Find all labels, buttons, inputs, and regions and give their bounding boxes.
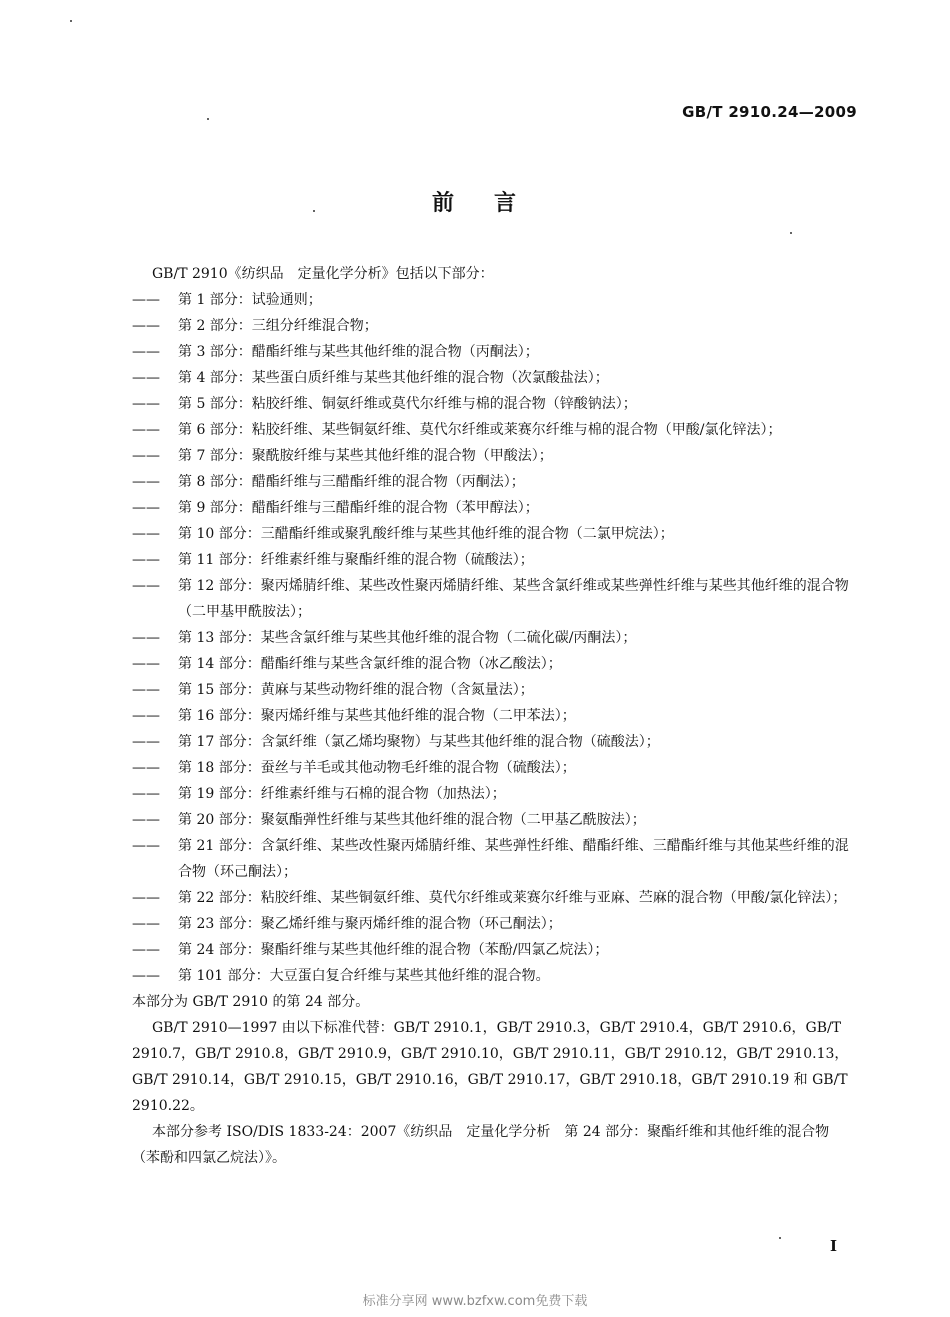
- scan-speck: [790, 232, 792, 234]
- replacement-paragraph: GB/T 2910—1997 由以下标准代替：GB/T 2910.1，GB/T 2910.3，GB/T 2910.4，GB/T 2910.6，GB/T 2910.7，GB/T 2910.8，GB/T 2910.9，GB/T 2910.10，GB/T 2910.11，GB/T 2910.12，GB/T 2910.13，GB/T 2910.14，GB/T 2910.15，GB/T 2910.16，GB/T 2910.17，GB/T 2910.18，GB/T 2910.19 和 GB/T 2910.22。: [132, 1020, 849, 1114]
- part-item: [132, 885, 852, 911]
- part-item: [132, 521, 852, 547]
- page-title: [0, 186, 950, 217]
- part-item: [132, 651, 852, 677]
- list-dash: ——: [132, 448, 160, 464]
- part-item: [132, 729, 852, 755]
- part-text: 第 18 部分：蚕丝与羊毛或其他动物毛纤维的混合物（硫酸法）；: [178, 760, 576, 776]
- list-dash: ——: [132, 474, 160, 490]
- part-text: 第 20 部分：聚氨酯弹性纤维与某些其他纤维的混合物（二甲基乙酰胺法）；: [178, 812, 646, 828]
- part-text: 第 23 部分：聚乙烯纤维与聚丙烯纤维的混合物（环己酮法）；: [178, 916, 562, 932]
- list-dash: ——: [132, 500, 160, 516]
- part-text: 第 10 部分：三醋酯纤维或聚乳酸纤维与某些其他纤维的混合物（二氯甲烷法）；: [178, 526, 674, 542]
- list-dash: ——: [132, 552, 160, 568]
- part-text: 第 21 部分：含氯纤维、某些改性聚丙烯腈纤维、某些弹性纤维、醋酯纤维、三醋酯纤维与其他某些纤维的混合物（环己酮法）；: [178, 838, 849, 880]
- part-text: 第 101 部分：大豆蛋白复合纤维与某些其他纤维的混合物。: [178, 968, 550, 984]
- title-char-1: 前: [431, 191, 456, 216]
- list-dash: ——: [132, 812, 160, 828]
- part-item: [132, 313, 852, 339]
- list-dash: ——: [132, 344, 160, 360]
- part-item: [132, 781, 852, 807]
- part-item: [132, 677, 852, 703]
- list-dash: ——: [132, 838, 160, 854]
- part-text: 第 4 部分：某些蛋白质纤维与某些其他纤维的混合物（次氯酸盐法）；: [178, 370, 609, 386]
- scan-speck: [207, 118, 209, 120]
- part-text: 第 22 部分：粘胶纤维、某些铜氨纤维、莫代尔纤维或莱赛尔纤维与亚麻、苎麻的混合物（甲酸/氯化锌法）；: [178, 890, 847, 906]
- part-text: 第 14 部分：醋酯纤维与某些含氯纤维的混合物（冰乙酸法）；: [178, 656, 562, 672]
- list-dash: ——: [132, 682, 160, 698]
- part-item: [132, 703, 852, 729]
- footer-watermark: 标准分享网 www.bzfxw.com免费下载: [362, 1294, 588, 1309]
- part-text: 第 5 部分：粘胶纤维、铜氨纤维或莫代尔纤维与棉的混合物（锌酸钠法）；: [178, 396, 637, 412]
- list-dash: ——: [132, 942, 160, 958]
- title-char-2: 言: [494, 191, 519, 216]
- list-dash: ——: [132, 526, 160, 542]
- part-text: 第 6 部分：粘胶纤维、某些铜氨纤维、莫代尔纤维或莱赛尔纤维与棉的混合物（甲酸/氯化锌法）；: [178, 422, 782, 438]
- part-item: [132, 417, 852, 443]
- part-text: 第 19 部分：纤维素纤维与石棉的混合物（加热法）；: [178, 786, 506, 802]
- part-text: 第 12 部分：聚丙烯腈纤维、某些改性聚丙烯腈纤维、某些含氯纤维或某些弹性纤维与某些其他纤维的混合物（二甲基甲酰胺法）；: [178, 578, 849, 620]
- part-item: [132, 807, 852, 833]
- part-text: 第 1 部分：试验通则；: [178, 292, 322, 308]
- list-dash: ——: [132, 396, 160, 412]
- part-item: [132, 339, 852, 365]
- standard-code: GB/T 2910.24—2009: [682, 103, 857, 121]
- list-dash: ——: [132, 370, 160, 386]
- list-dash: ——: [132, 968, 160, 984]
- part-text: 第 16 部分：聚丙烯纤维与某些其他纤维的混合物（二甲苯法）；: [178, 708, 576, 724]
- part-item: [132, 443, 852, 469]
- scan-speck: [779, 1237, 781, 1239]
- intro-paragraph: GB/T 2910《纺织品 定量化学分析》包括以下部分：: [152, 266, 494, 282]
- part-item: [132, 495, 852, 521]
- list-dash: ——: [132, 786, 160, 802]
- part-text: 第 7 部分：聚酰胺纤维与某些其他纤维的混合物（甲酸法）；: [178, 448, 553, 464]
- part-item: [132, 287, 852, 313]
- part-text: 第 15 部分：黄麻与某些动物纤维的混合物（含氮量法）；: [178, 682, 534, 698]
- list-dash: ——: [132, 578, 160, 594]
- part-item: [132, 469, 852, 495]
- part-text: 第 2 部分：三组分纤维混合物；: [178, 318, 378, 334]
- list-dash: ——: [132, 630, 160, 646]
- reference-paragraph: 本部分参考 ISO/DIS 1833-24：2007《纺织品 定量化学分析 第 24 部分：聚酯纤维和其他纤维的混合物（苯酚和四氯乙烷法）》。: [132, 1124, 830, 1166]
- part-text: 第 9 部分：醋酯纤维与三醋酯纤维的混合物（苯甲醇法）；: [178, 500, 539, 516]
- part-item: [132, 391, 852, 417]
- part-item: [132, 963, 852, 989]
- list-dash: ——: [132, 318, 160, 334]
- part-text: 第 17 部分：含氯纤维（氯乙烯均聚物）与某些其他纤维的混合物（硫酸法）；: [178, 734, 660, 750]
- part-item: [132, 365, 852, 391]
- part-text: 第 3 部分：醋酯纤维与某些其他纤维的混合物（丙酮法）；: [178, 344, 539, 360]
- part-text: 第 11 部分：纤维素纤维与聚酯纤维的混合物（硫酸法）；: [178, 552, 534, 568]
- part-text: 第 13 部分：某些含氯纤维与某些其他纤维的混合物（二硫化碳/丙酮法）；: [178, 630, 637, 646]
- list-dash: ——: [132, 760, 160, 776]
- part-item: [132, 833, 852, 885]
- part-item: [132, 911, 852, 937]
- list-dash: ——: [132, 734, 160, 750]
- part-item: [132, 755, 852, 781]
- parts-list: [132, 287, 852, 989]
- scan-speck: [70, 20, 72, 22]
- list-dash: ——: [132, 708, 160, 724]
- part-statement: 本部分为 GB/T 2910 的第 24 部分。: [132, 994, 370, 1010]
- foreword-body: [132, 261, 852, 1171]
- part-text: 第 24 部分：聚酯纤维与某些其他纤维的混合物（苯酚/四氯乙烷法）；: [178, 942, 609, 958]
- scan-speck: [313, 210, 315, 212]
- list-dash: ——: [132, 916, 160, 932]
- list-dash: ——: [132, 422, 160, 438]
- part-text: 第 8 部分：醋酯纤维与三醋酯纤维的混合物（丙酮法）；: [178, 474, 525, 490]
- part-item: [132, 937, 852, 963]
- part-item: [132, 547, 852, 573]
- page-number: I: [830, 1237, 838, 1255]
- list-dash: ——: [132, 292, 160, 308]
- part-item: [132, 625, 852, 651]
- list-dash: ——: [132, 890, 160, 906]
- part-item: [132, 573, 852, 625]
- list-dash: ——: [132, 656, 160, 672]
